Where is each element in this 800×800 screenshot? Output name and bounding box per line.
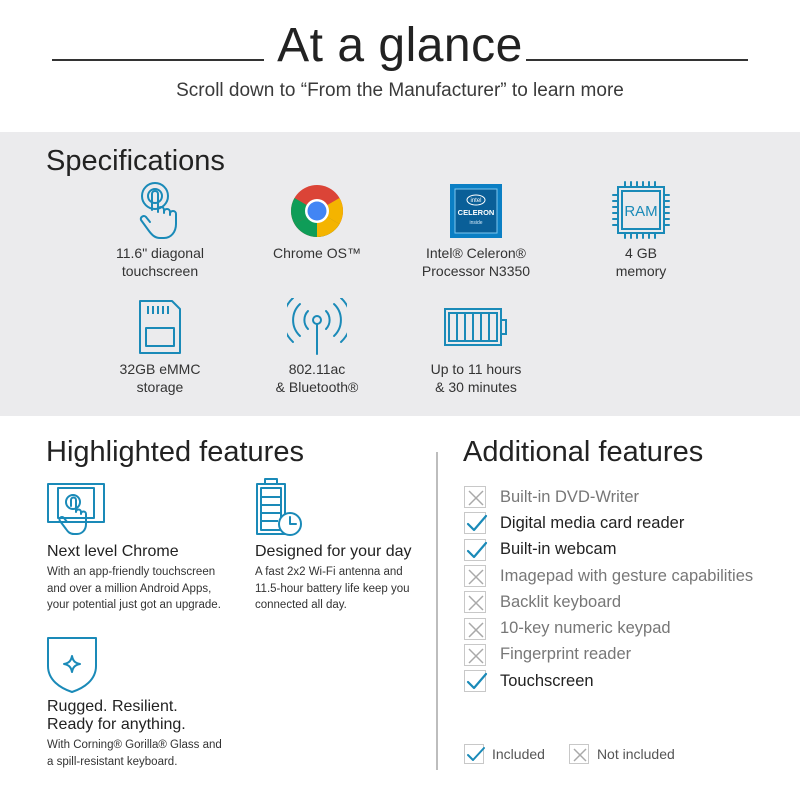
cross-icon — [464, 644, 486, 666]
celeron-badge-word: CELERON — [457, 208, 495, 217]
spec-processor-line1: Intel® Celeron® — [425, 245, 526, 261]
checkmark-icon — [464, 670, 486, 692]
spec-battery-line2: & 30 minutes — [435, 379, 517, 395]
list-item — [464, 484, 753, 510]
feature-desc-line: and over a million Android Apps, — [47, 582, 212, 595]
feature-desc-line: With an app-friendly touchscreen — [47, 566, 216, 578]
spec-battery-line1: Up to 11 hours — [430, 361, 522, 377]
specifications-title: Specifications — [46, 145, 225, 177]
feature-desc-line: connected all day. — [255, 599, 347, 611]
feature-label: Fingerprint reader — [500, 645, 632, 664]
feature-label: Digital media card reader — [500, 513, 685, 532]
list-item — [464, 668, 753, 694]
cross-icon — [464, 618, 486, 640]
feature-rugged-resilient — [47, 698, 222, 770]
spec-processor — [401, 180, 551, 280]
tablet-touch-icon — [46, 480, 108, 543]
chrome-logo-icon — [242, 180, 392, 242]
page-subtitle: Scroll down to “From the Manufacturer” to learn more — [176, 80, 624, 101]
list-item — [464, 537, 753, 563]
spec-chrome-os-line1: Chrome OS™ — [273, 245, 361, 261]
header — [0, 0, 800, 132]
feature-desc-line: A fast 2x2 Wi-Fi antenna and — [255, 566, 403, 578]
spec-touchscreen-line1: 11.6" diagonal — [115, 245, 204, 261]
sd-card-icon — [85, 296, 235, 358]
cross-icon — [464, 486, 486, 508]
battery-clock-icon — [254, 478, 304, 543]
intel-celeron-badge-icon — [401, 180, 551, 242]
spec-memory — [566, 180, 716, 280]
additional-features-title: Additional features — [463, 436, 704, 468]
spec-wireless-line2: & Bluetooth® — [275, 379, 359, 395]
spec-chrome-os — [242, 180, 392, 262]
inside-badge-word: inside — [469, 220, 483, 226]
spec-storage-line2: storage — [136, 379, 184, 395]
column-divider — [436, 452, 438, 770]
page-title: At a glance — [277, 19, 523, 72]
feature-next-level-chrome — [47, 543, 221, 614]
feature-title-line: Ready for anything. — [47, 716, 186, 733]
legend-included-label: Included — [492, 746, 545, 762]
list-item — [464, 615, 753, 641]
battery-icon — [401, 296, 551, 358]
legend — [464, 744, 699, 764]
feature-label: Touchscreen — [500, 671, 594, 690]
spec-storage-line1: 32GB eMMC — [119, 361, 201, 377]
spec-touchscreen — [85, 180, 235, 280]
feature-desc-line: With Corning® Gorilla® Glass and — [47, 739, 222, 751]
spec-touchscreen-line2: touchscreen — [121, 263, 199, 279]
list-item — [464, 642, 753, 668]
legend-not-included-label: Not included — [596, 746, 675, 762]
spec-memory-line1: 4 GB — [625, 245, 657, 261]
checkmark-icon — [464, 539, 486, 561]
feature-title: Designed for your day — [255, 543, 412, 560]
list-item — [464, 510, 753, 536]
spec-memory-line2: memory — [615, 263, 667, 279]
feature-desc-line: a spill-resistant keyboard. — [47, 755, 178, 768]
cross-icon — [569, 744, 589, 764]
spec-wireless-line1: 802.11ac — [288, 361, 346, 377]
header-rule-right — [526, 59, 748, 61]
feature-desc-line: 11.5-hour battery life keep you — [255, 582, 410, 595]
checkmark-icon — [464, 512, 486, 534]
feature-desc-line: your potential just got an upgrade. — [47, 599, 221, 611]
spec-wireless — [242, 296, 392, 396]
touch-hand-icon — [85, 180, 235, 242]
feature-label: Built-in DVD-Writer — [500, 487, 640, 506]
ram-chip-text: RAM — [624, 203, 658, 220]
specifications-section — [0, 132, 800, 416]
list-item — [464, 589, 753, 615]
cross-icon — [464, 565, 486, 587]
checkmark-icon — [464, 744, 484, 764]
feature-title-line: Rugged. Resilient. — [47, 698, 178, 715]
spec-storage — [85, 296, 235, 396]
feature-designed-for-your-day — [255, 543, 412, 614]
highlighted-features-title: Highlighted features — [46, 436, 304, 468]
ram-chip-icon — [566, 180, 716, 242]
feature-label: Backlit keyboard — [500, 592, 622, 611]
intel-badge-word: intel — [470, 198, 482, 204]
feature-label: Built-in webcam — [500, 540, 617, 559]
spec-processor-line2: Processor N3350 — [421, 263, 531, 279]
wireless-signal-icon — [242, 296, 392, 358]
spec-battery — [401, 296, 551, 396]
additional-features-list — [464, 484, 753, 694]
feature-title: Next level Chrome — [47, 543, 179, 560]
cross-icon — [464, 591, 486, 613]
list-item — [464, 563, 753, 589]
shield-star-icon — [46, 636, 98, 699]
feature-label: Imagepad with gesture capabilities — [500, 566, 754, 585]
feature-label: 10-key numeric keypad — [500, 619, 671, 638]
